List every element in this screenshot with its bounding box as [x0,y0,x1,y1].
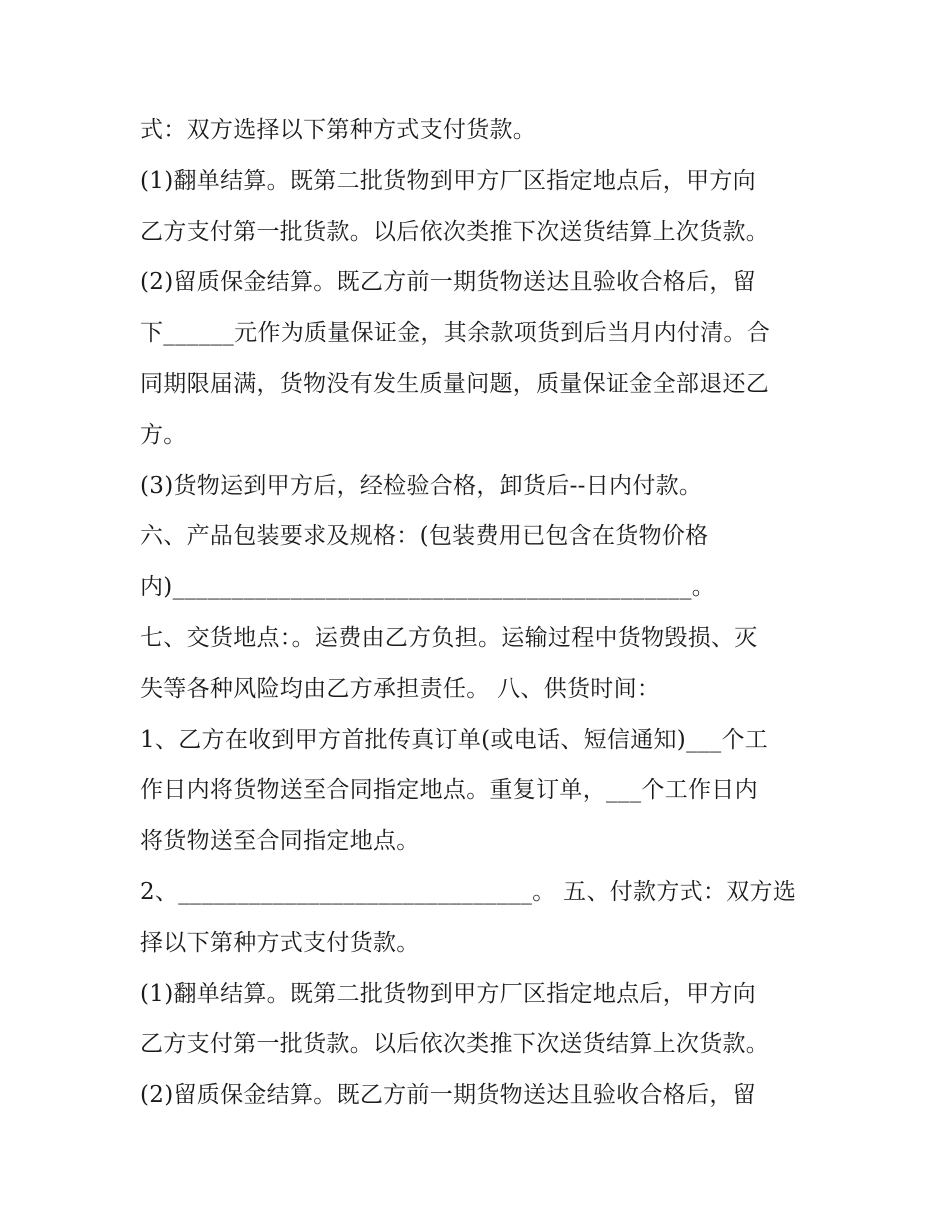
text-line: 2、______________________________。 五、付款方式：双方选 [140,878,797,905]
text-line: 式：双方选择以下第种方式支付货款。 [140,117,537,143]
text-line: (3)货物运到甲方后，经检验合格，卸货后--日内付款。 [140,472,703,499]
text-line: 下______元作为质量保证金，其余款项货到后当月内付清。合 [140,320,770,347]
text-line: 同期限届满，货物没有发生质量问题，质量保证金全部退还乙 [140,370,770,397]
text-line: 将货物送至合同指定地点。 [140,828,420,855]
text-line: 1、乙方在收到甲方首批传真订单(或电话、短信通知)___个工 [140,726,769,753]
text-line: (2)留质保金结算。既乙方前一期货物送达且验收合格后，留 [140,269,756,296]
text-line: (1)翻单结算。既第二批货物到甲方厂区指定地点后，甲方向 [140,980,756,1007]
text-line: (1)翻单结算。既第二批货物到甲方厂区指定地点后，甲方向 [140,167,756,194]
text-line: 乙方支付第一批货款。以后依次类推下次送货结算上次货款。 [140,218,770,245]
text-line: 作日内将货物送至合同指定地点。重复订单，___个工作日内 [140,777,758,804]
contract-text [140,105,820,1121]
text-line: 七、交货地点：。运费由乙方负担。运输过程中货物毁损、灭 [140,624,758,651]
text-line: (2)留质保金结算。既乙方前一期货物送达且验收合格后，留 [140,1082,756,1109]
text-line: 内)____________________________________________。 [140,574,716,601]
text-line: 六、产品包装要求及规格：(包装费用已包含在货物价格 [140,523,709,550]
text-line: 择以下第种方式支付货款。 [140,929,420,956]
text-line: 失等各种风险均由乙方承担责任。 八、供货时间： [140,675,661,702]
text-line: 乙方支付第一批货款。以后依次类推下次送货结算上次货款。 [140,1031,770,1058]
text-line: 方。 [140,421,187,448]
